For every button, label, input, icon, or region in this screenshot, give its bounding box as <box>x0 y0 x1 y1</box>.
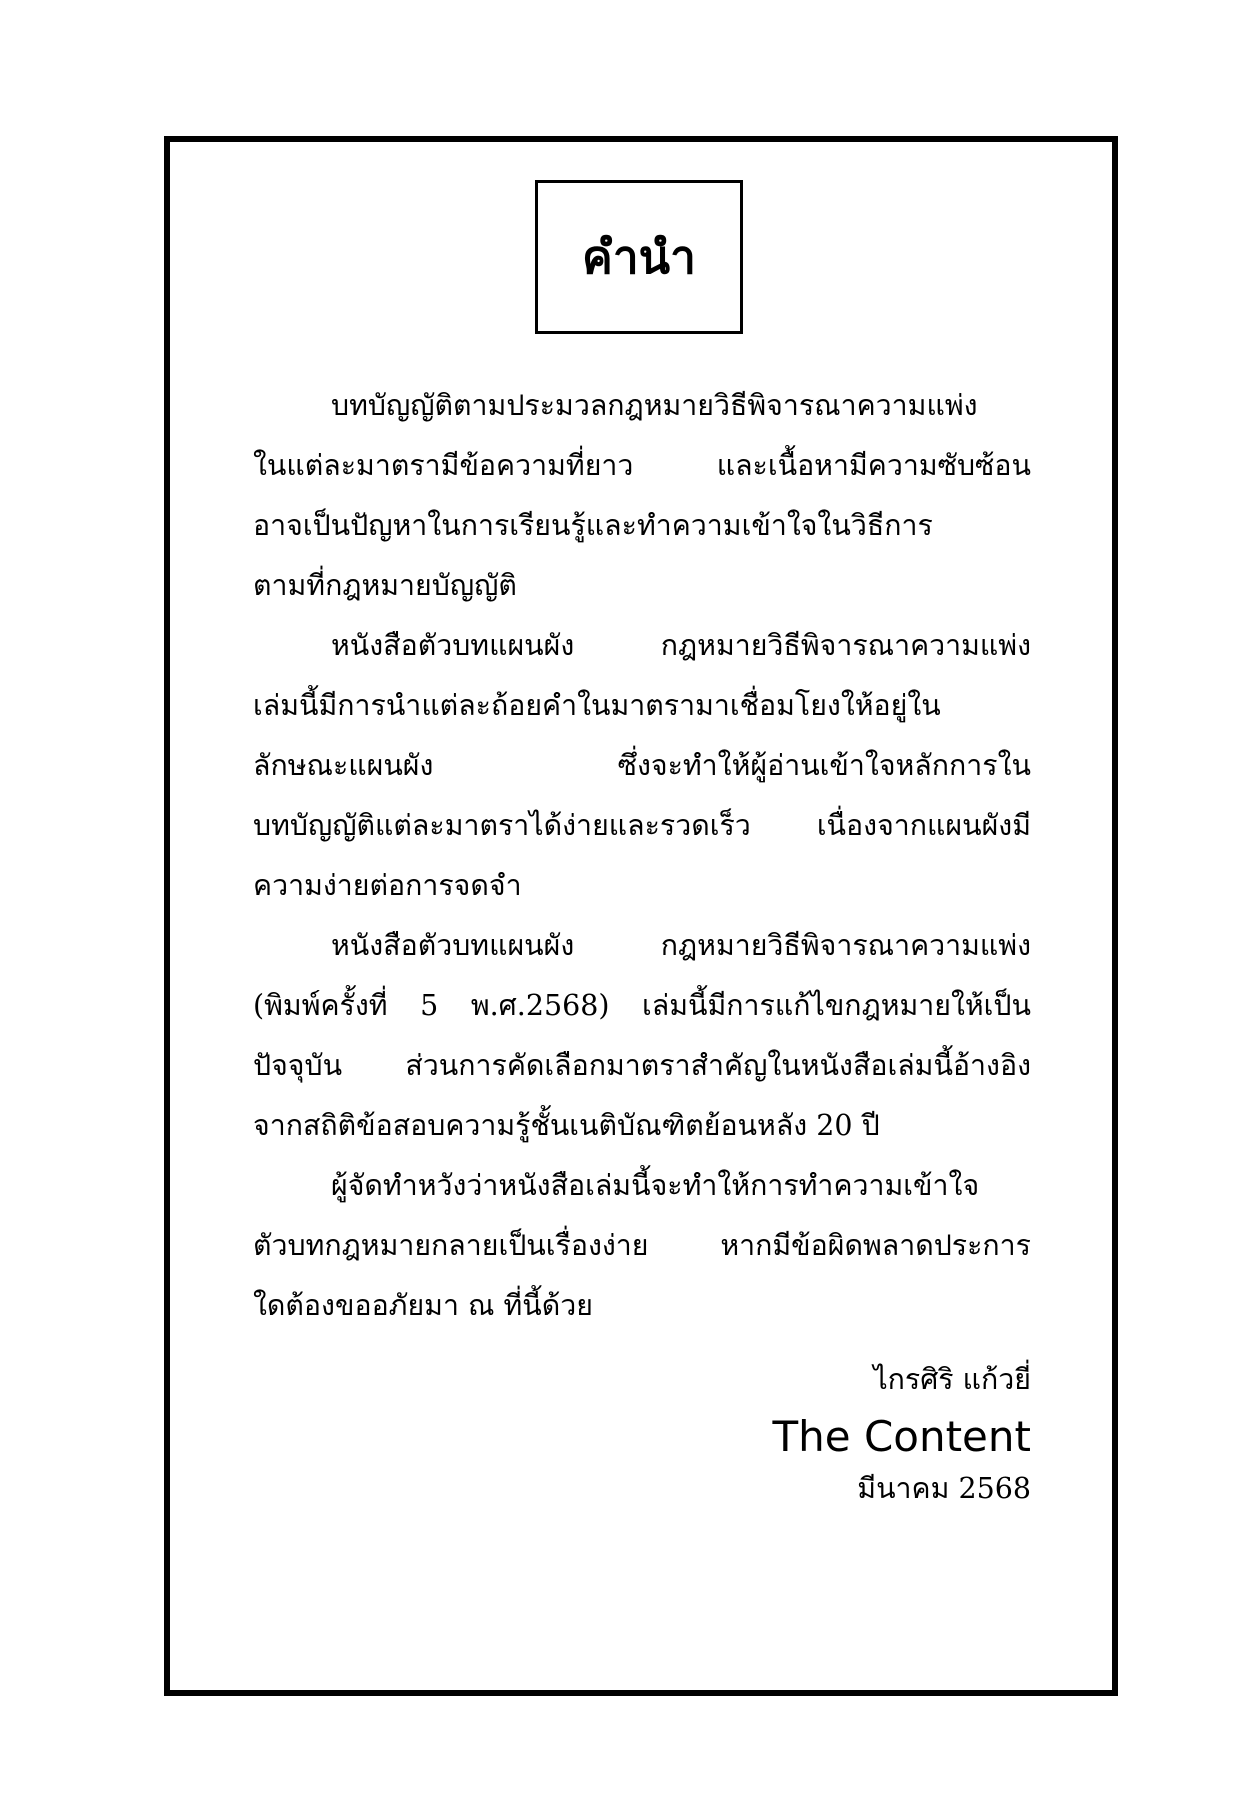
paragraph-line: หนังสือตัวบทแผนผัง กฎหมายวิธีพิจารณาความแพ่ง <box>331 929 1031 962</box>
preface-body <box>253 376 1031 1336</box>
paragraph-line: ตัวบทกฎหมายกลายเป็นเรื่องง่าย หากมีข้อผิดพลาดประการ <box>253 1229 1031 1262</box>
paragraph-line: ผู้จัดทำหวังว่าหนังสือเล่มนี้จะทำให้การทำความเข้าใจ <box>331 1169 980 1202</box>
paragraph-line: (พิมพ์ครั้งที่ 5 พ.ศ.2568) เล่มนี้มีการแก้ไขกฎหมายให้เป็น <box>253 989 1031 1022</box>
paragraph-line: ลักษณะแผนผัง ซึ่งจะทำให้ผู้อ่านเข้าใจหลักการใน <box>253 749 1031 782</box>
signature-block <box>772 1350 1031 1514</box>
paragraph-line: ในแต่ละมาตรามีข้อความที่ยาว และเนื้อหามีความซับซ้อน <box>253 449 1031 482</box>
organization-name: The Content <box>772 1412 1031 1461</box>
paragraph-line: ใดต้องขออภัยมา ณ ที่นี้ด้วย <box>253 1289 593 1322</box>
paragraph-line: บทบัญญัติแต่ละมาตราได้ง่ายและรวดเร็ว เนื่องจากแผนผังมี <box>253 809 1031 842</box>
author-name: ไกรศิริ แก้วยี่ <box>873 1363 1031 1396</box>
title-box <box>535 180 743 334</box>
paragraph-2 <box>253 616 1031 916</box>
paragraph-line: อาจเป็นปัญหาในการเรียนรู้และทำความเข้าใจในวิธีการ <box>253 509 933 542</box>
paragraph-line: บทบัญญัติตามประมวลกฎหมายวิธีพิจารณาความแพ่ง <box>331 389 978 422</box>
paragraph-line: ความง่ายต่อการจดจำ <box>253 869 522 902</box>
paragraph-line: หนังสือตัวบทแผนผัง กฎหมายวิธีพิจารณาความแพ่ง <box>331 629 1031 662</box>
paragraph-3 <box>253 916 1031 1156</box>
page-title: คำนำ <box>582 230 696 284</box>
paragraph-line: ปัจจุบัน ส่วนการคัดเลือกมาตราสำคัญในหนังสือเล่มนี้อ้างอิง <box>253 1049 1031 1082</box>
paragraph-line: เล่มนี้มีการนำแต่ละถ้อยคำในมาตรามาเชื่อมโยงให้อยู่ใน <box>253 689 941 722</box>
paragraph-line: จากสถิติข้อสอบความรู้ชั้นเนติบัณฑิตย้อนหลัง 20 ปี <box>253 1109 880 1142</box>
signature-date: มีนาคม 2568 <box>857 1472 1031 1505</box>
paragraph-4 <box>253 1156 1031 1336</box>
paragraph-line: ตามที่กฎหมายบัญญัติ <box>253 569 517 602</box>
paragraph-1 <box>253 376 1031 616</box>
